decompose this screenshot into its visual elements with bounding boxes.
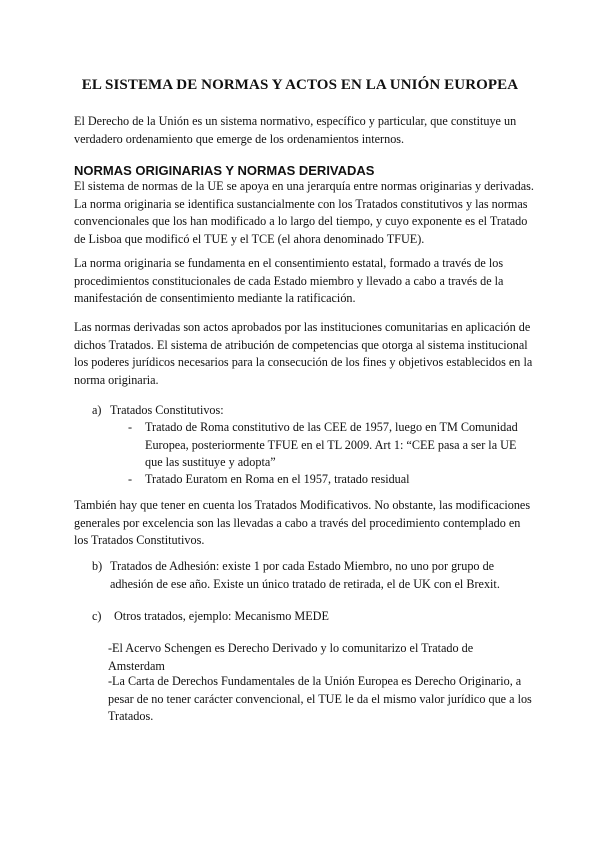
list-c-marker: c): [92, 609, 102, 623]
intro-paragraph: El Derecho de la Unión es un sistema normativo, específico y particular, que constituye un verdadero ordenamiento que emerge de los ordenamientos internos.: [74, 114, 517, 146]
paragraph-jerarquia: El sistema de normas de la UE se apoya en una jerarquía entre normas originarias y derivadas. La norma originaria se identifica sustancialmente con los Tratados constitutivos y las normas convencionales que los han modificado a lo largo del tiempo, y cuyo exponente es el Tratado de Lisboa que modificó el TUE y el TCE (el ahora denominado TFUE).: [74, 179, 534, 246]
paragraph-normas-derivadas: Las normas derivadas son actos aprobados por las instituciones comunitarias en aplicación de dichos Tratados. El sistema de atribución de competencias que otorga al sistema institucional los poderes jurídicos necesarios para la consecución de los fines y objetivos establecidos en la norma originaria.: [74, 320, 533, 387]
list-a-item-1-marker: -: [128, 420, 133, 434]
list-a-item-1: Tratado de Roma constitutivo de las CEE de 1957, luego en TM Comunidad Europea, posteriormente TFUE en el TL 2009. Art 1: “CEE pasa a ser la UE que las sustituye y adopta”: [145, 420, 518, 469]
paragraph-tratados-modificativos: También hay que tener en cuenta los Tratados Modificativos. No obstante, las modificaciones generales por excelencia son las llevadas a cabo a través del procedimiento contemplado en los Tratados Constitutivos.: [74, 498, 531, 547]
paragraph-norma-originaria: La norma originaria se fundamenta en el consentimiento estatal, formado a través de los procedimientos constitucionales de cada Estado miembro y llevado a cabo a través de la manifestación de consentimiento mediante la ratificación.: [74, 256, 504, 305]
note-schengen: -El Acervo Schengen es Derecho Derivado y lo comunitarizo el Tratado de Amsterdam: [108, 641, 474, 673]
list-a-label: Tratados Constitutivos:: [110, 403, 224, 417]
note-carta-derechos: -La Carta de Derechos Fundamentales de la Unión Europea es Derecho Originario, a pesar de no tener carácter convencional, el TUE le da el mismo valor jurídico que a los Tratados.: [108, 674, 532, 723]
list-a-marker: a): [92, 403, 102, 417]
document-title: EL SISTEMA DE NORMAS Y ACTOS EN LA UNIÓN EUROPEA: [81, 77, 519, 93]
list-b-marker: b): [92, 559, 103, 573]
list-a-item-2: Tratado Euratom en Roma en el 1957, tratado residual: [145, 472, 410, 486]
list-c-text: Otros tratados, ejemplo: Mecanismo MEDE: [114, 609, 329, 623]
list-a-item-2-marker: -: [128, 472, 133, 486]
section-heading: NORMAS ORIGINARIAS Y NORMAS DERIVADAS: [74, 163, 375, 178]
list-b-text: Tratados de Adhesión: existe 1 por cada Estado Miembro, no uno por grupo de adhesión de ese año. Existe un único tratado de retirada, el de UK con el Brexit.: [110, 559, 500, 591]
